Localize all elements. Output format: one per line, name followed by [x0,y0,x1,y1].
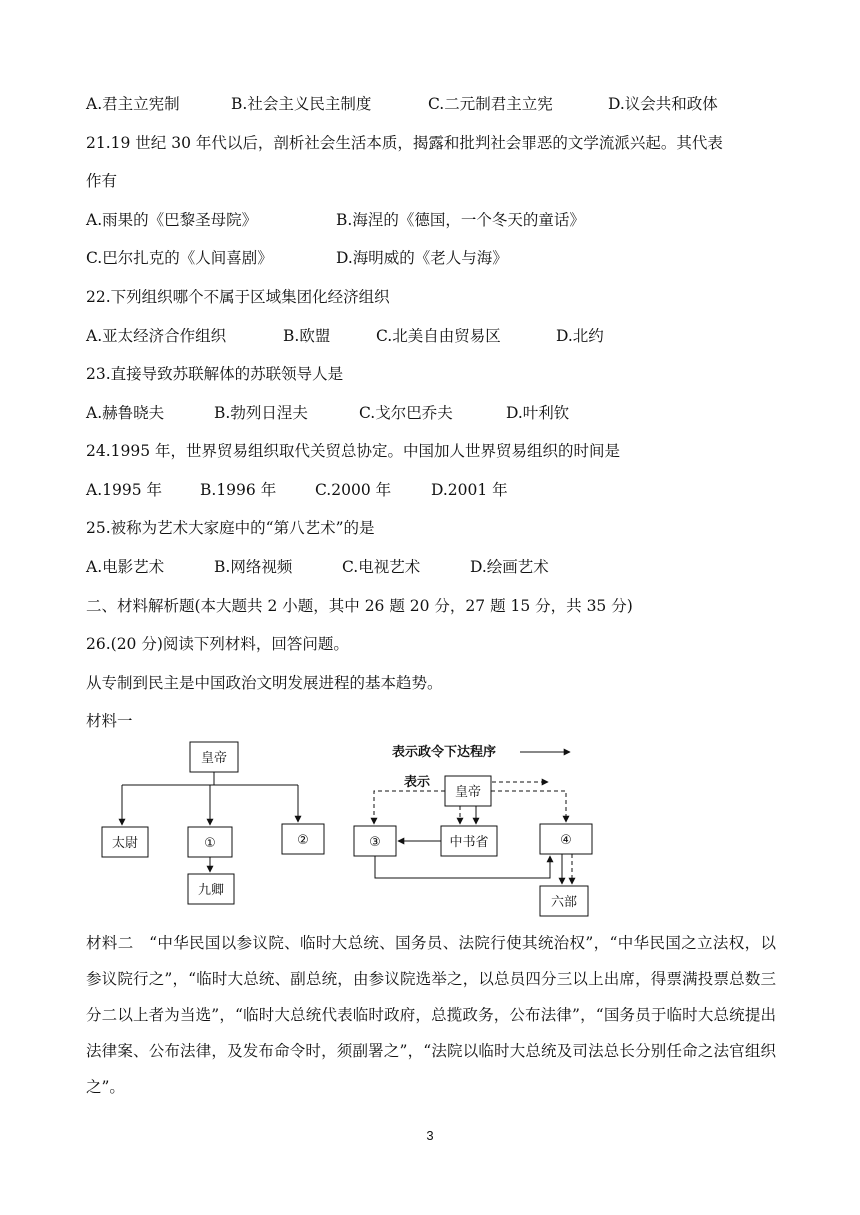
q21-option-d: D.海明威的《老人与海》 [336,249,508,267]
material1-label: 材料一 [86,712,133,730]
q23-option-b: B.勃列日涅夫 [214,404,308,422]
q21-option-a: A.雨果的《巴黎圣母院》 [86,211,258,229]
q21-option-c: C.巴尔扎克的《人间喜剧》 [86,249,273,267]
emperor-label-2: 皇帝 [454,785,482,800]
blank-box-4-label: ④ [560,833,572,848]
q21-stem-line1: 21.19 世纪 30 年代以后，剖析社会生活本质，揭露和批判社会罪恶的文学流派兴起。其代表 [86,134,723,152]
q21-options-row1 [86,210,585,230]
legend-solid-label: 表示政令下达程序 [392,745,497,760]
blank-box-3-label: ③ [369,835,381,850]
liubu-label: 六部 [550,895,578,910]
zhongshu-label: 中书省 [449,835,489,850]
q24-options [86,480,508,500]
q22-option-d: D.北约 [556,327,604,345]
q26-intro: 从专制到民主是中国政治文明发展进程的基本趋势。 [86,674,443,692]
blank-box-1-label: ① [204,836,216,851]
material1-diagram [100,740,620,920]
q23-stem: 23.直接导致苏联解体的苏联领导人是 [86,365,344,383]
q24-option-c: C.2000 年 [315,481,392,499]
qin-structure-diagram [102,742,324,904]
section-heading: 二、材料解析题(本大题共 2 小题，其中 26 题 20 分，27 题 15 分，共 35 分) [86,597,633,615]
q21-options-row2 [86,248,508,268]
q22-stem: 22.下列组织哪个不属于区域集团化经济组织 [86,288,390,306]
q25-option-d: D.绘画艺术 [470,558,549,576]
q21-stem-line2: 作有 [86,172,118,190]
q25-stem: 25.被称为艺术大家庭中的“第八艺术”的是 [86,519,375,537]
q22-option-b: B.欧盟 [283,327,331,345]
q25-option-c: C.电视艺术 [342,558,421,576]
q24-option-a: A.1995 年 [86,481,162,499]
blank-box-2-label: ② [297,833,309,848]
q24-stem: 24.1995 年，世界贸易组织取代关贸总协定。中国加人世界贸易组织的时间是 [86,442,621,460]
q23-option-d: D.叶利钦 [506,404,570,422]
jiuqing-label: 九卿 [197,883,225,898]
q25-option-a: A.电影艺术 [86,558,165,576]
q22-options [86,326,604,346]
tang-structure-diagram [354,744,592,916]
q22-option-a: A.亚太经济合作组织 [86,327,227,345]
material2-text: “中华民国以参议院、临时大总统、国务员、法院行使其统治权”，“中华民国之立法权，以参议院行之”，“临时大总统、副总统，由参议院选举之，以总员四分三以上出席，得票满投票总数三分二以上者为当选”，“临时大总统代表临时政府，总揽政务，公布法律”，“国务员于临时大总统提出法律案、公布法律，及发布命令时，须副署之”，“法院以临时大总统及司法总长分别任命之法官组织之”。 [86,934,776,1096]
q23-options [86,403,569,423]
q24-option-d: D.2001 年 [431,481,508,499]
q22-option-c: C.北美自由贸易区 [376,327,501,345]
q20-option-a: A.君主立宪制 [86,95,180,113]
q20-options [86,94,718,114]
legend-dashed-label: 表示 [404,775,431,790]
q25-options [86,557,549,577]
material2-paragraph [86,925,776,1105]
q24-option-b: B.1996 年 [200,481,277,499]
material2-label: 材料二 [86,934,134,952]
q23-option-a: A.赫鲁晓夫 [86,404,165,422]
q21-option-b: B.海涅的《德国，一个冬天的童话》 [336,211,585,229]
page-number: 3 [426,1128,434,1143]
taiwei-label: 太尉 [111,836,139,851]
emperor-label-1: 皇帝 [200,751,228,766]
q25-option-b: B.网络视频 [214,558,293,576]
q20-option-b: B.社会主义民主制度 [231,95,372,113]
q20-option-c: C.二元制君主立宪 [428,95,553,113]
q26-stem: 26.(20 分)阅读下列材料，回答问题。 [86,635,349,653]
q23-option-c: C.戈尔巴乔夫 [359,404,453,422]
q20-option-d: D.议会共和政体 [608,95,718,113]
